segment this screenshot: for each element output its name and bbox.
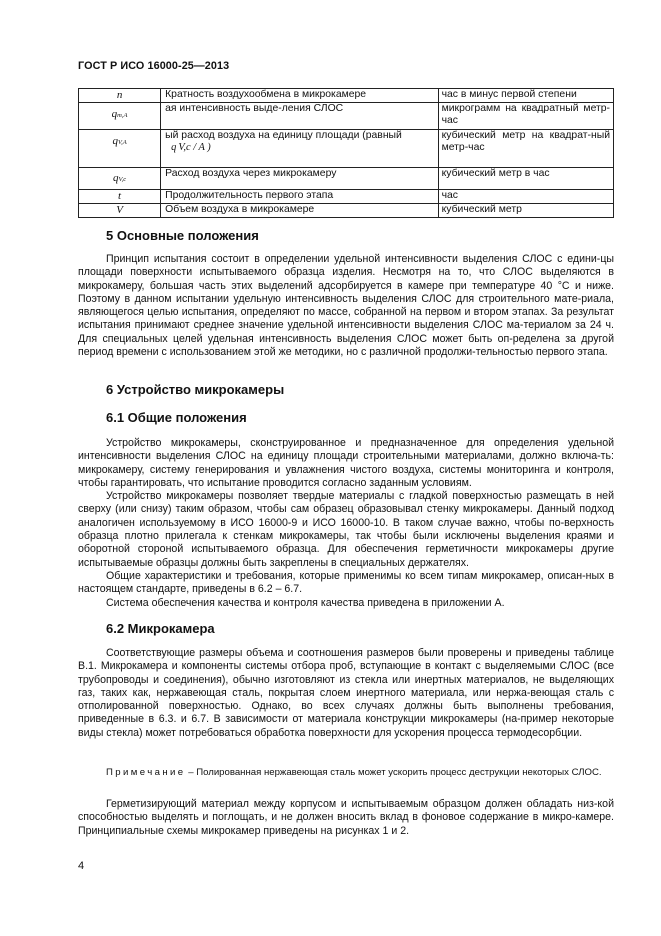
- note-text: – Полированная нержавеющая сталь может ускорить процесс деструкции некоторых СЛОС.: [185, 767, 602, 778]
- symbol: q: [112, 135, 118, 147]
- section-6-1-heading: 6.1 Общие положения: [106, 410, 247, 425]
- description-cell: Расход воздуха через микрокамеру: [161, 168, 438, 190]
- symbol: q: [112, 172, 119, 184]
- note-paragraph: [78, 766, 614, 779]
- symbol-cell: [79, 103, 161, 130]
- symbol-subscript: V,A: [117, 139, 127, 146]
- table-row: [79, 103, 614, 130]
- section-6-2-body-continued: [78, 798, 614, 838]
- note: [78, 766, 614, 779]
- symbol: q: [111, 108, 118, 120]
- table-row: [79, 89, 614, 103]
- symbol: V: [116, 204, 123, 216]
- description-cell: ая интенсивность выде-ления СЛОС: [161, 103, 438, 130]
- section-6-2-body: [78, 647, 614, 740]
- unit-cell: микрограмм на квадратный метр-час: [438, 103, 613, 130]
- table-row: [79, 130, 614, 168]
- page-number: 4: [78, 860, 85, 872]
- note-label: Примечание: [106, 767, 186, 778]
- formula: q V,c / A ): [171, 142, 211, 153]
- description-cell: Объем воздуха в микрокамере: [161, 204, 438, 218]
- description-text: ый расход воздуха на единицу площади (равный: [165, 130, 402, 141]
- unit-cell: кубический метр на квадрат-ный метр-час: [438, 130, 613, 168]
- paragraph: Устройство микрокамеры, сконструированное и предназначенное для определения удельной интенсивности выделения СЛОС на единицу площади строительными материалами, должно включа-ть: микрокамеру, систему генерирования и увлажнения чистого воздуха, системы мониторинга и контроля, чтобы гарантировать, что испытание проводится согласно заданным условиям.: [78, 437, 614, 489]
- document-header: ГОСТ Р ИСО 16000-25—2013: [78, 60, 230, 72]
- description-cell: [161, 130, 438, 168]
- definitions-table: [78, 88, 614, 218]
- symbol-subscript: V,c: [118, 176, 127, 183]
- table-row: [79, 168, 614, 190]
- symbol: t: [118, 190, 122, 202]
- unit-cell: кубический метр в час: [438, 168, 613, 190]
- paragraph: Принцип испытания состоит в определении удельной интенсивности выделения СЛОС с едини-цы площади поверхности испытываемого образца изделия. Несмотря на то, что СЛОС выделяются в микрокамеру, большая часть этих выделений адсорбируется в камере при температуре 40 °С и ниже. Поэтому в данном испытании удельную интенсивность выделения СЛОС для строительного мате-риала, являющегося целью испытания, определяют по массе, собранной на первом и втором этапах. За результат испытания принимают среднее значение удельной интенсивности выделения СЛОС ма-териалом за 24 ч. Для специальных целей удельная интенсивность выделения СЛОС может быть оп-ределена за другой период времени с использованием этой же методики, но с различной продолжи-тельностью первого этапа.: [78, 253, 614, 359]
- table-row: [79, 204, 614, 218]
- symbol-cell: [79, 130, 161, 168]
- unit-cell: кубический метр: [438, 204, 613, 218]
- table-row: [79, 190, 614, 204]
- section-6-2-heading: 6.2 Микрокамера: [106, 621, 215, 636]
- paragraph: Общие характеристики и требования, которые применимы ко всем типам микрокамер, описан-ных в настоящем стандарте, приведены в 6.2 – 6.7.: [78, 569, 614, 596]
- unit-cell: час: [438, 190, 613, 204]
- paragraph: Система обеспечения качества и контроля качества приведена в приложении А.: [106, 596, 505, 609]
- section-5-body: [78, 253, 614, 359]
- description-cell: Кратность воздухообмена в микрокамере: [161, 89, 438, 103]
- description-cell: Продолжительность первого этапа: [161, 190, 438, 204]
- section-6-heading: 6 Устройство микрокамеры: [106, 382, 285, 397]
- section-6-1-body: [78, 437, 614, 610]
- symbol-cell: [79, 204, 161, 218]
- section-5-heading: 5 Основные положения: [106, 228, 259, 243]
- unit-cell: час в минус первой степени: [438, 89, 613, 103]
- paragraph: Устройство микрокамеры позволяет твердые материалы с гладкой поверхностью размещать в ней сверху (или снизу) таким образом, чтобы сам образец образовывал стенку микрокамеры. Данный подход аналогичен используемому в ИСО 16000-9 и ИСО 16000-10. В таком случае важно, чтобы по-верхность образца плотно прилегала к стенкам микрокамеры, так чтобы были исключены выделения краями и оборотной стороной испытываемого образца. Для обеспечения герметичности микрокамеры другие испытываемые образцы должны быть закреплены в специальных держателях.: [78, 490, 614, 569]
- symbol-cell: [79, 190, 161, 204]
- symbol-cell: [79, 168, 161, 190]
- paragraph: Герметизирующий материал между корпусом и испытываемым образцом должен обладать низ-кой способностью выделять и поглощать, и не должен вносить вклад в фоновое содержание в микро-камере. Принципиальные схемы микрокамер приведены на рисунках 1 и 2.: [78, 798, 614, 837]
- paragraph: Соответствующие размеры объема и соотношения размеров были проверены и приведены таблице В.1. Микрокамера и компоненты системы отбора проб, вступающие в контакт с выделяемыми СЛОС (все трубопроводы и соединения), обычно изготовляют из стекла или инертных материалов, не выделяющих газ, таких как, нержавеющая сталь, покрытая слоем инертного материала, или нержа-веющая сталь с отполированной поверхностью. Однако, во всех случаях должны быть выполнены требования, приведенные в 6.3. и 6.7. В зависимости от материала конструкции микрокамеры (на-пример некоторые виды стекла) может потребоваться обработка поверхности для ускорения процесса термодесорбции.: [78, 647, 614, 739]
- symbol-cell: [79, 89, 161, 103]
- symbol: n: [116, 89, 123, 101]
- symbol-subscript: m,A: [117, 112, 128, 119]
